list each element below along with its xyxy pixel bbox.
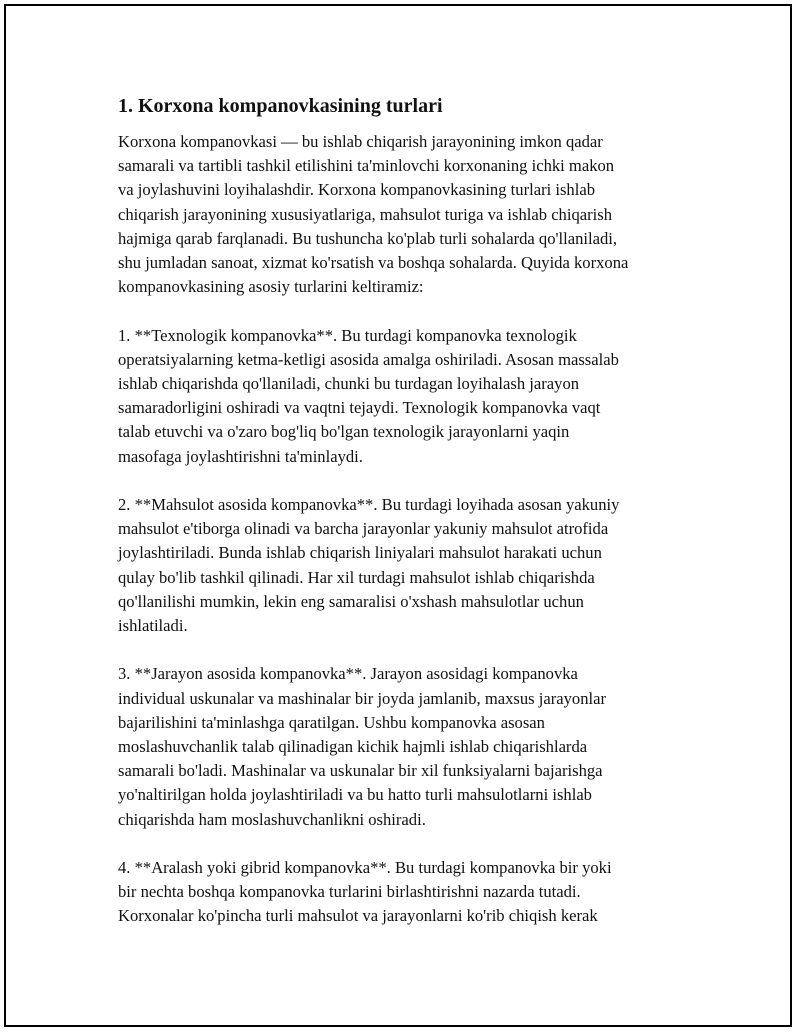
- text-line: 2. **Mahsulot asosida kompanovka**. Bu turdagi loyihada asosan yakuniy: [118, 495, 620, 515]
- text-line: bir nechta boshqa kompanovka turlarini birlashtirishni nazarda tutadi.: [118, 882, 581, 902]
- text-line: samaradorligini oshiradi va vaqtni tejaydi. Texnologik kompanovka vaqt: [118, 398, 601, 418]
- text-line: mahsulot e'tiborga olinadi va barcha jarayonlar yakuniy mahsulot atrofida: [118, 519, 609, 539]
- text-line: ishlatiladi.: [118, 616, 188, 636]
- text-line: kompanovkasining asosiy turlarini keltiramiz:: [118, 277, 424, 297]
- text-line: qo'llanilishi mumkin, lekin eng samaralisi o'xshash mahsulotlar uchun: [118, 591, 584, 611]
- intro-paragraph: [118, 130, 698, 299]
- list-item-product-based: [118, 493, 698, 638]
- text-line: moslashuvchanlik talab qilinadigan kichik hajmli ishlab chiqarishlarda: [118, 737, 588, 757]
- text-line: individual uskunalar va mashinalar bir joyda jamlanib, maxsus jarayonlar: [118, 688, 607, 708]
- text-line: chiqarishda ham moslashuvchanlikni oshiradi.: [118, 809, 426, 829]
- text-line: talab etuvchi va o'zaro bog'liq bo'lgan texnologik jarayonlarni yaqin: [118, 422, 570, 442]
- list-item-process-based: [118, 662, 698, 831]
- text-line: samarali bo'ladi. Mashinalar va uskunalar bir xil funksiyalarni bajarishga: [118, 761, 603, 781]
- text-line: yo'naltirilgan holda joylashtiriladi va bu hatto turli mahsulotlarni ishlab: [118, 785, 592, 805]
- text-line: bajarilishini ta'minlashga qaratilgan. Ushbu kompanovka asosan: [118, 712, 545, 732]
- text-line: Korxonalar ko'pincha turli mahsulot va jarayonlarni ko'rib chiqish kerak: [118, 906, 598, 926]
- list-item-technological: [118, 324, 698, 469]
- text-line: chiqarish jarayonining xususiyatlariga, mahsulot turiga va ishlab chiqarish: [118, 204, 613, 224]
- text-line: joylashtiriladi. Bunda ishlab chiqarish liniyalari mahsulot harakati uchun: [118, 543, 602, 563]
- text-line: Korxona kompanovkasi — bu ishlab chiqarish jarayonining imkon qadar: [118, 132, 603, 151]
- section-heading: 1. Korxona kompanovkasining turlari: [118, 95, 443, 117]
- text-line: 1. **Texnologik kompanovka**. Bu turdagi kompanovka texnologik: [118, 325, 577, 345]
- document-body: [118, 92, 698, 953]
- text-line: operatsiyalarning ketma-ketligi asosida amalga oshiriladi. Asosan massalab: [118, 349, 619, 369]
- text-line: hajmiga qarab farqlanadi. Bu tushuncha ko'plab turli sohalarda qo'llaniladi,: [118, 228, 618, 248]
- list-item-hybrid: [118, 856, 698, 929]
- text-line: masofaga joylashtirishni ta'minlaydi.: [118, 446, 363, 466]
- text-line: va joylashuvini loyihalashdir. Korxona kompanovkasining turlari ishlab: [118, 180, 595, 200]
- text-line: 4. **Aralash yoki gibrid kompanovka**. Bu turdagi kompanovka bir yoki: [118, 858, 612, 878]
- text-line: qulay bo'lib tashkil qilinadi. Har xil turdagi mahsulot ishlab chiqarishda: [118, 567, 595, 587]
- text-line: shu jumladan sanoat, xizmat ko'rsatish va boshqa sohalarda. Quyida korxona: [118, 253, 629, 273]
- text-line: ishlab chiqarishda qo'llaniladi, chunki bu turdagan loyihalash jarayon: [118, 374, 580, 394]
- text-line: samarali va tartibli tashkil etilishini ta'minlovchi korxonaning ichki makon: [118, 156, 615, 176]
- text-line: 3. **Jarayon asosida kompanovka**. Jarayon asosidagi kompanovka: [118, 664, 578, 684]
